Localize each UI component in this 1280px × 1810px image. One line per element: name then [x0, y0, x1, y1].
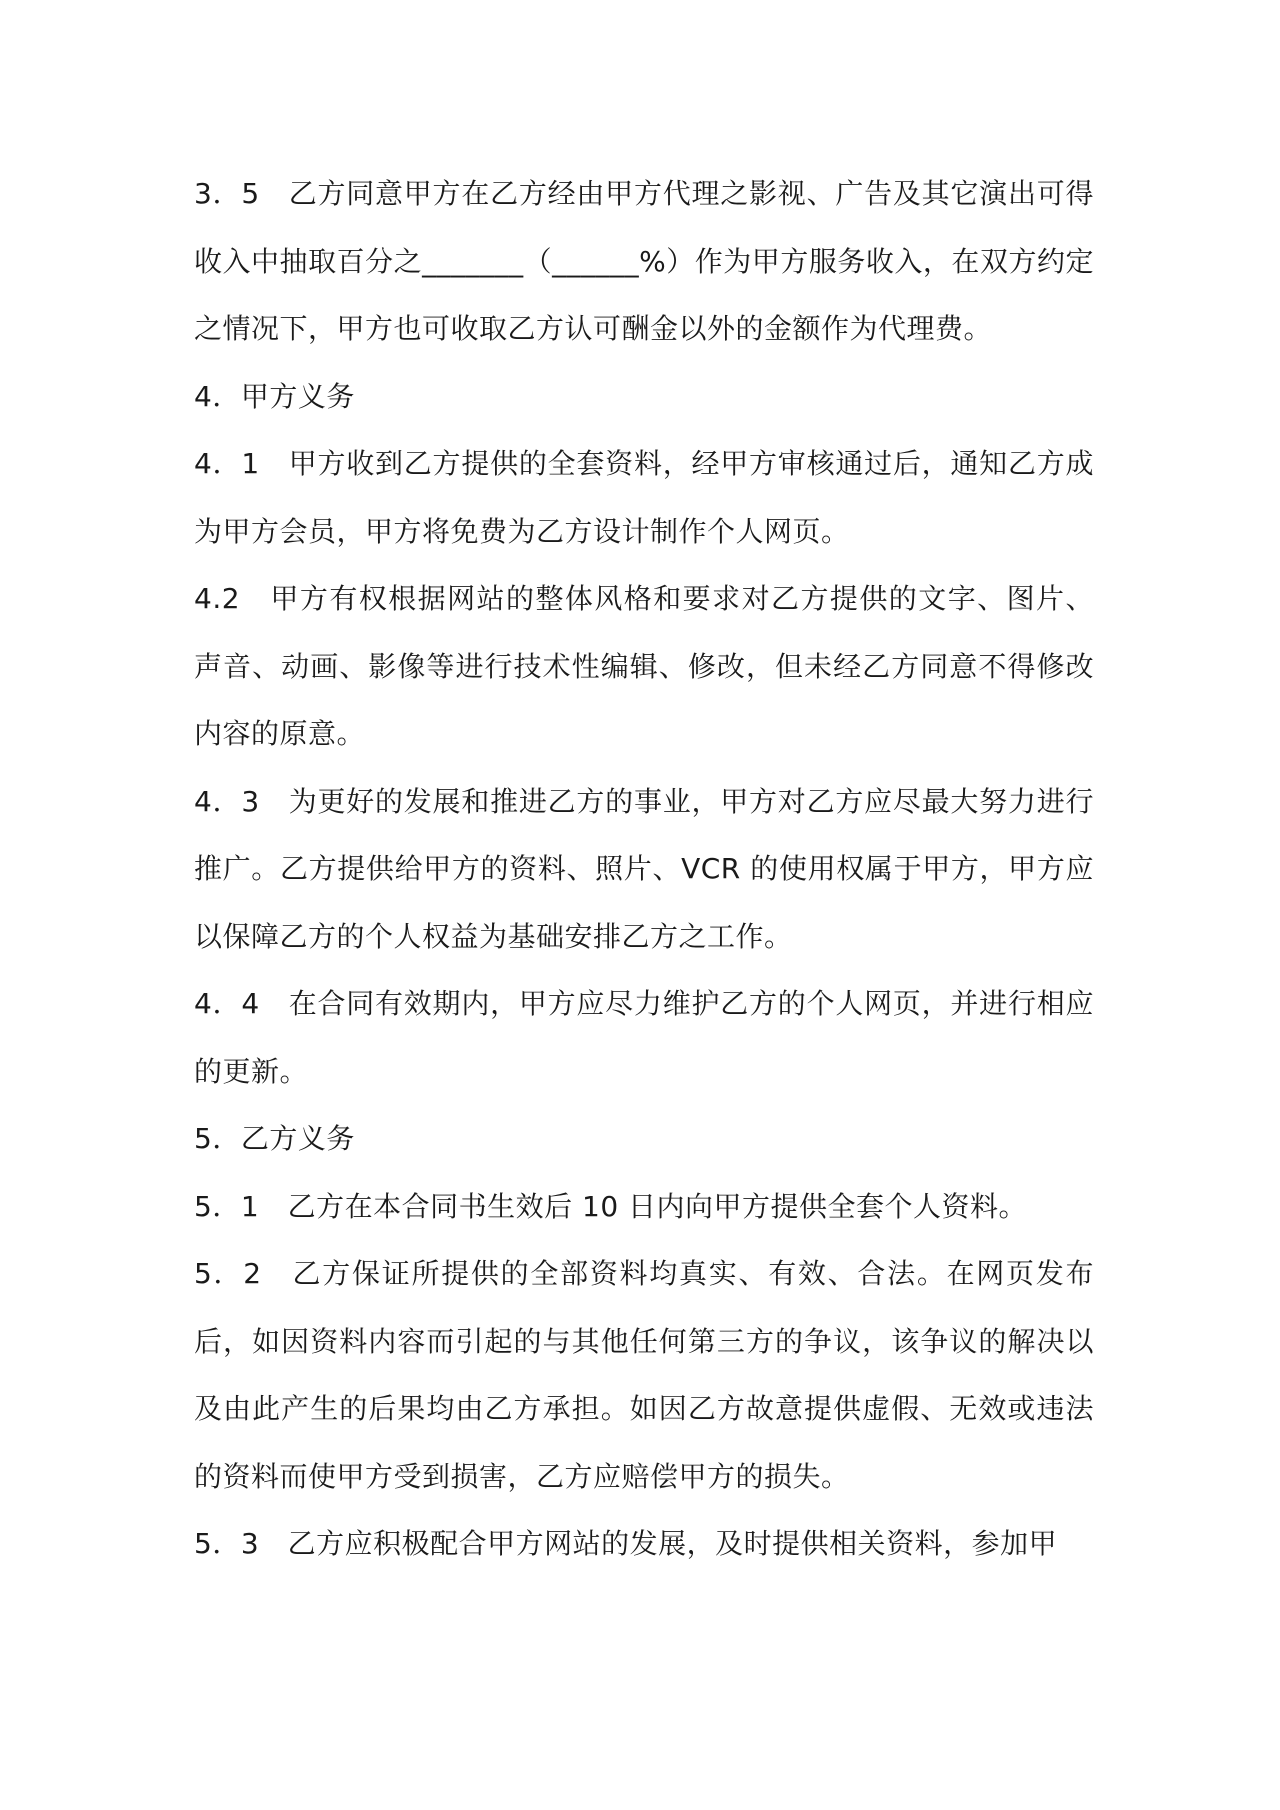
heading-5-party-b-obligations: 5．乙方义务	[194, 1122, 355, 1155]
clause-4-1: 4．1 甲方收到乙方提供的全套资料，经甲方审核通过后，通知乙方成为甲方会员，甲方将免费为乙方设计制作个人网页。	[194, 447, 1094, 548]
clause-4-3: 4．3 为更好的发展和推进乙方的事业，甲方对乙方应尽最大努力进行推广。乙方提供给甲方的资料、照片、VCR 的使用权属于甲方，甲方应以保障乙方的个人权益为基础安排乙方之工作。	[194, 784, 1094, 953]
clause-4-4: 4．4 在合同有效期内，甲方应尽力维护乙方的个人网页，并进行相应的更新。	[194, 987, 1094, 1088]
clause-3-5: 3．5 乙方同意甲方在乙方经由甲方代理之影视、广告及其它演出可得收入中抽取百分之_______（______%）作为甲方服务收入，在双方约定之情况下，甲方也可收取乙方认可酬金以外的金额作为代理费。	[194, 177, 1094, 345]
clause-4-2: 4.2 甲方有权根据网站的整体风格和要求对乙方提供的文字、图片、声音、动画、影像等进行技术性编辑、修改，但未经乙方同意不得修改内容的原意。	[194, 582, 1094, 750]
clause-5-1: 5．1 乙方在本合同书生效后 10 日内向甲方提供全套个人资料。	[194, 1189, 1028, 1223]
clause-5-3: 5．3 乙方应积极配合甲方网站的发展，及时提供相关资料，参加甲	[194, 1527, 1058, 1560]
clause-5-2: 5．2 乙方保证所提供的全部资料均真实、有效、合法。在网页发布后，如因资料内容而引起的与其他任何第三方的争议，该争议的解决以及由此产生的后果均由乙方承担。如因乙方故意提供虚假、无效或违法的资料而使甲方受到损害，乙方应赔偿甲方的损失。	[194, 1257, 1094, 1493]
heading-4-party-a-obligations: 4．甲方义务	[194, 379, 355, 413]
document-page	[194, 160, 1094, 1578]
